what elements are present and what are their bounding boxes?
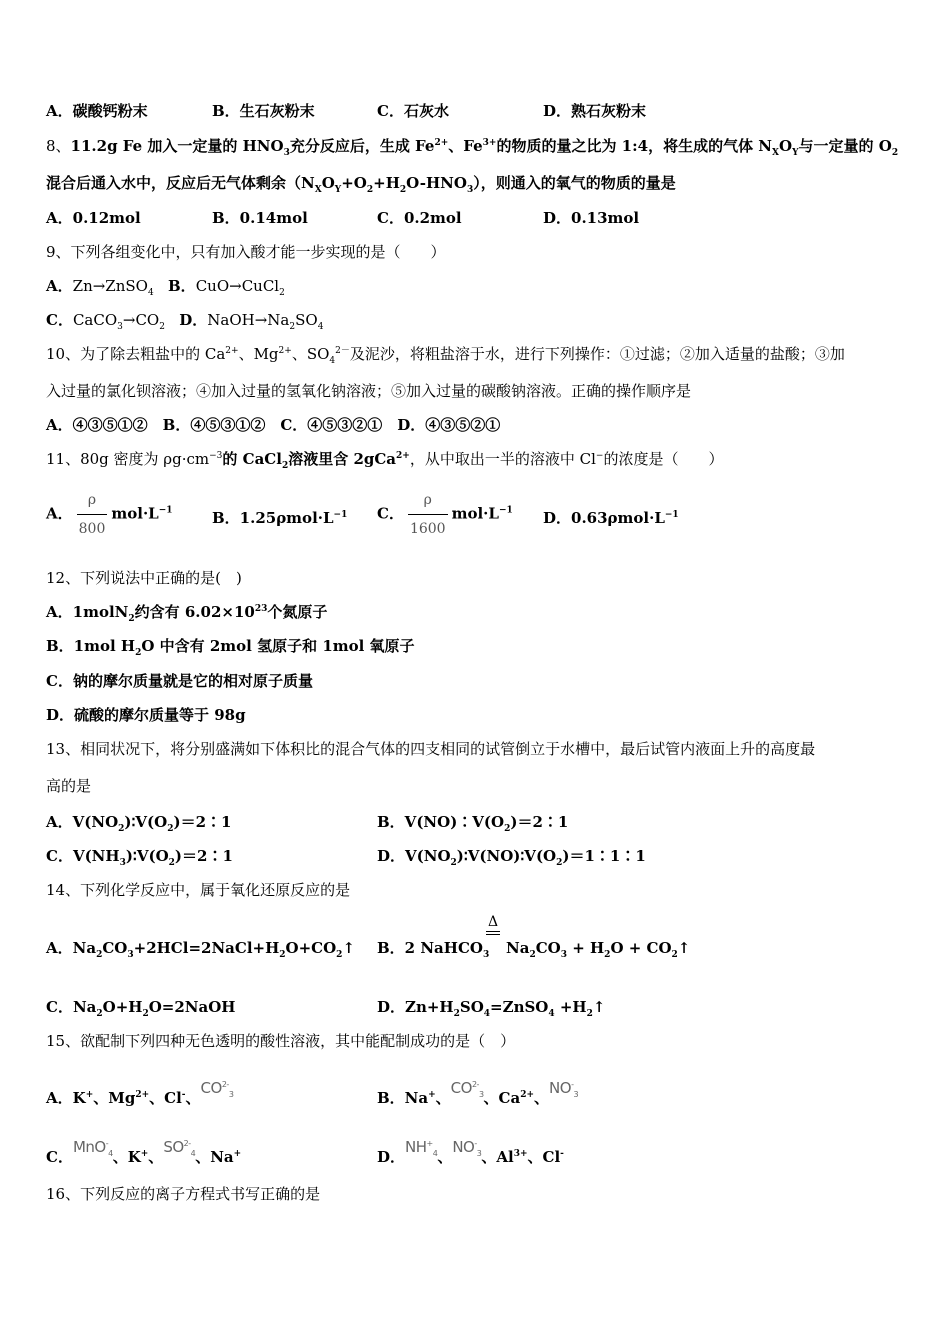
permanganate-ion: MnO-$_4$ <box>72 1138 113 1158</box>
q9-options-cd: C．$CaCO_3\to CO_2$ D．$NaOH\to Na_2SO_4$ <box>46 311 324 332</box>
q13-option-d: D．$V(NO_2)∶V(NO)∶V(O_2)=1∶1∶1$ <box>377 847 646 868</box>
q15-stem: 15、欲配制下列四种无色透明的酸性溶液，其中能配制成功的是（ ） <box>46 1032 516 1050</box>
q9-options-ab: A．Zn→ZnSO$_4$ B．CuO→CuCl$_2$ <box>46 277 285 298</box>
q15-option-c: C．MnO-$_4$、K+、$SO^{2-}_4$、Na+ <box>46 1138 242 1166</box>
q11-option-b: B．$1.25\rho mol\cdot L^{-1}$ <box>212 509 348 527</box>
q8-option-a: A．0.12mol <box>46 209 141 227</box>
q7-option-a: A．碳酸钙粉末 <box>46 102 148 120</box>
q8-stem-line1: 8、11.2g Fe 加入一定量的 $HNO_3$充分反应后，生成 $Fe^{2+}$、$Fe^{3+}$的物质的量之比为 1:4，将生成的气体 $N_XO_Y$与一定量的 $O_2$ <box>46 137 899 158</box>
q12-option-a: A．1molN$_2$约含有 $6.02\times 10^{23}$个氮原子 <box>46 603 328 624</box>
q14-stem: 14、下列化学反应中，属于氧化还原反应的是 <box>46 881 351 899</box>
heat-condition-symbol: Δ <box>486 914 500 935</box>
q11-option-a: A． $\frac{\rho}{800}$ $mol\cdot L^{-1}$ <box>46 486 173 543</box>
fraction: $\frac{\rho}{800}$ <box>77 486 108 543</box>
q13-stem-line1: 13、相同状况下，将分别盛满如下体积比的混合气体的四支相同的试管倒立于水槽中，最后试管内液面上升的高度最 <box>46 740 816 758</box>
q9-stem: 9、下列各组变化中，只有加入酸才能一步实现的是（ ） <box>46 243 446 261</box>
q14-option-c: C．$Na_2O+H_2O=2NaOH$ <box>46 998 236 1019</box>
q15-option-b: B．Na+、$CO^{2-}_3$、$Ca^{2+}$、$NO^-_3$ <box>377 1079 579 1107</box>
carbonate-ion: $CO^{2-}_3$ <box>450 1079 484 1099</box>
q15-option-a: A．K+、$Mg^{2+}$、Cl-、$CO^{2-}_3$ <box>46 1079 234 1107</box>
q12-option-b: B．1mol $H_2O$ 中含有 2mol 氢原子和 1mol 氧原子 <box>46 637 415 658</box>
ammonium-ion: $NH^+_4$ <box>405 1138 438 1158</box>
q13-option-c: C．$V(NH_3)∶V(O_2)=2∶1$ <box>46 847 233 868</box>
q8-option-b: B．0.14mol <box>212 209 308 227</box>
q8-option-c: C．0.2mol <box>377 209 462 227</box>
q15-option-d: D．$NH^+_4$、$NO^-_3$、$Al^{3+}$、Cl- <box>377 1138 564 1166</box>
q13-option-b: B．$V(NO)∶V(O_2)=2∶1$ <box>377 813 569 834</box>
q12-option-c: C．钠的摩尔质量就是它的相对原子质量 <box>46 672 313 690</box>
q12-option-d: D．硫酸的摩尔质量等于 98g <box>46 706 246 724</box>
q13-option-a: A．$V(NO_2)∶V(O_2)=2∶1$ <box>46 813 232 834</box>
fraction: $\frac{\rho}{1600}$ <box>408 486 448 543</box>
q16-stem: 16、下列反应的离子方程式书写正确的是 <box>46 1185 321 1203</box>
q8-stem-line2: 混合后通入水中，反应后无气体剩余$(N_XO_Y+O_2+H_2O-HNO_3)$，则通入的氧气的物质的量是 <box>46 174 676 195</box>
q10-options: A．④③⑤①② B．④⑤③①② C．④⑤③②① D．④③⑤②① <box>46 416 501 434</box>
q14-option-b-product: $Na_2CO_3 + H_2O$ + $CO_2↑$ <box>506 939 691 960</box>
q14-option-b-reactant: B．2 NaHCO$_3$ <box>377 939 490 960</box>
q10-stem-line1: 10、为了除去粗盐中的 $Ca^{2+}$、$Mg^{2+}$、$SO_4^{2-}$及泥沙，将粗盐溶于水，进行下列操作：①过滤；②加入适量的盐酸；③加 <box>46 345 845 366</box>
q11-stem: 11、80g 密度为 $\rho g\cdot cm^{-3}$的 CaCl$_2$溶液里含 2gCa$^{2+}$，从中取出一半的溶液中 Cl−的浓度是（ ） <box>46 450 724 471</box>
q11-option-c: C． $\frac{\rho}{1600}$ $mol\cdot L^{-1}$ <box>377 486 513 543</box>
q14-option-d: D．$Zn+H_2SO_4=ZnSO_4$ $+H_2↑$ <box>377 998 606 1019</box>
q13-stem-line2: 高的是 <box>46 777 92 795</box>
q10-stem-line2: 入过量的氯化钡溶液；④加入过量的氢氧化钠溶液；⑤加入过量的碳酸钠溶液。正确的操作顺序是 <box>46 382 692 400</box>
q7-option-b: B．生石灰粉末 <box>212 102 315 120</box>
sulfate-ion: $SO^{2-}_4$ <box>163 1138 196 1158</box>
nitrate-ion: $NO^-_3$ <box>452 1138 482 1158</box>
q12-stem: 12、下列说法中正确的是( ) <box>46 569 242 587</box>
nitrate-ion: $NO^-_3$ <box>549 1079 579 1099</box>
q8-option-d: D．0.13mol <box>543 209 640 227</box>
q7-option-d: D．熟石灰粉末 <box>543 102 647 120</box>
q11-option-d: D．$0.63\rho mol\cdot L^{-1}$ <box>543 509 679 527</box>
carbonate-ion: $CO^{2-}_3$ <box>200 1079 234 1099</box>
q14-option-a: A．$Na_2CO_3+2HCl=2NaCl+H_2O+CO_2↑$ <box>46 939 356 960</box>
q7-option-c: C．石灰水 <box>377 102 449 120</box>
